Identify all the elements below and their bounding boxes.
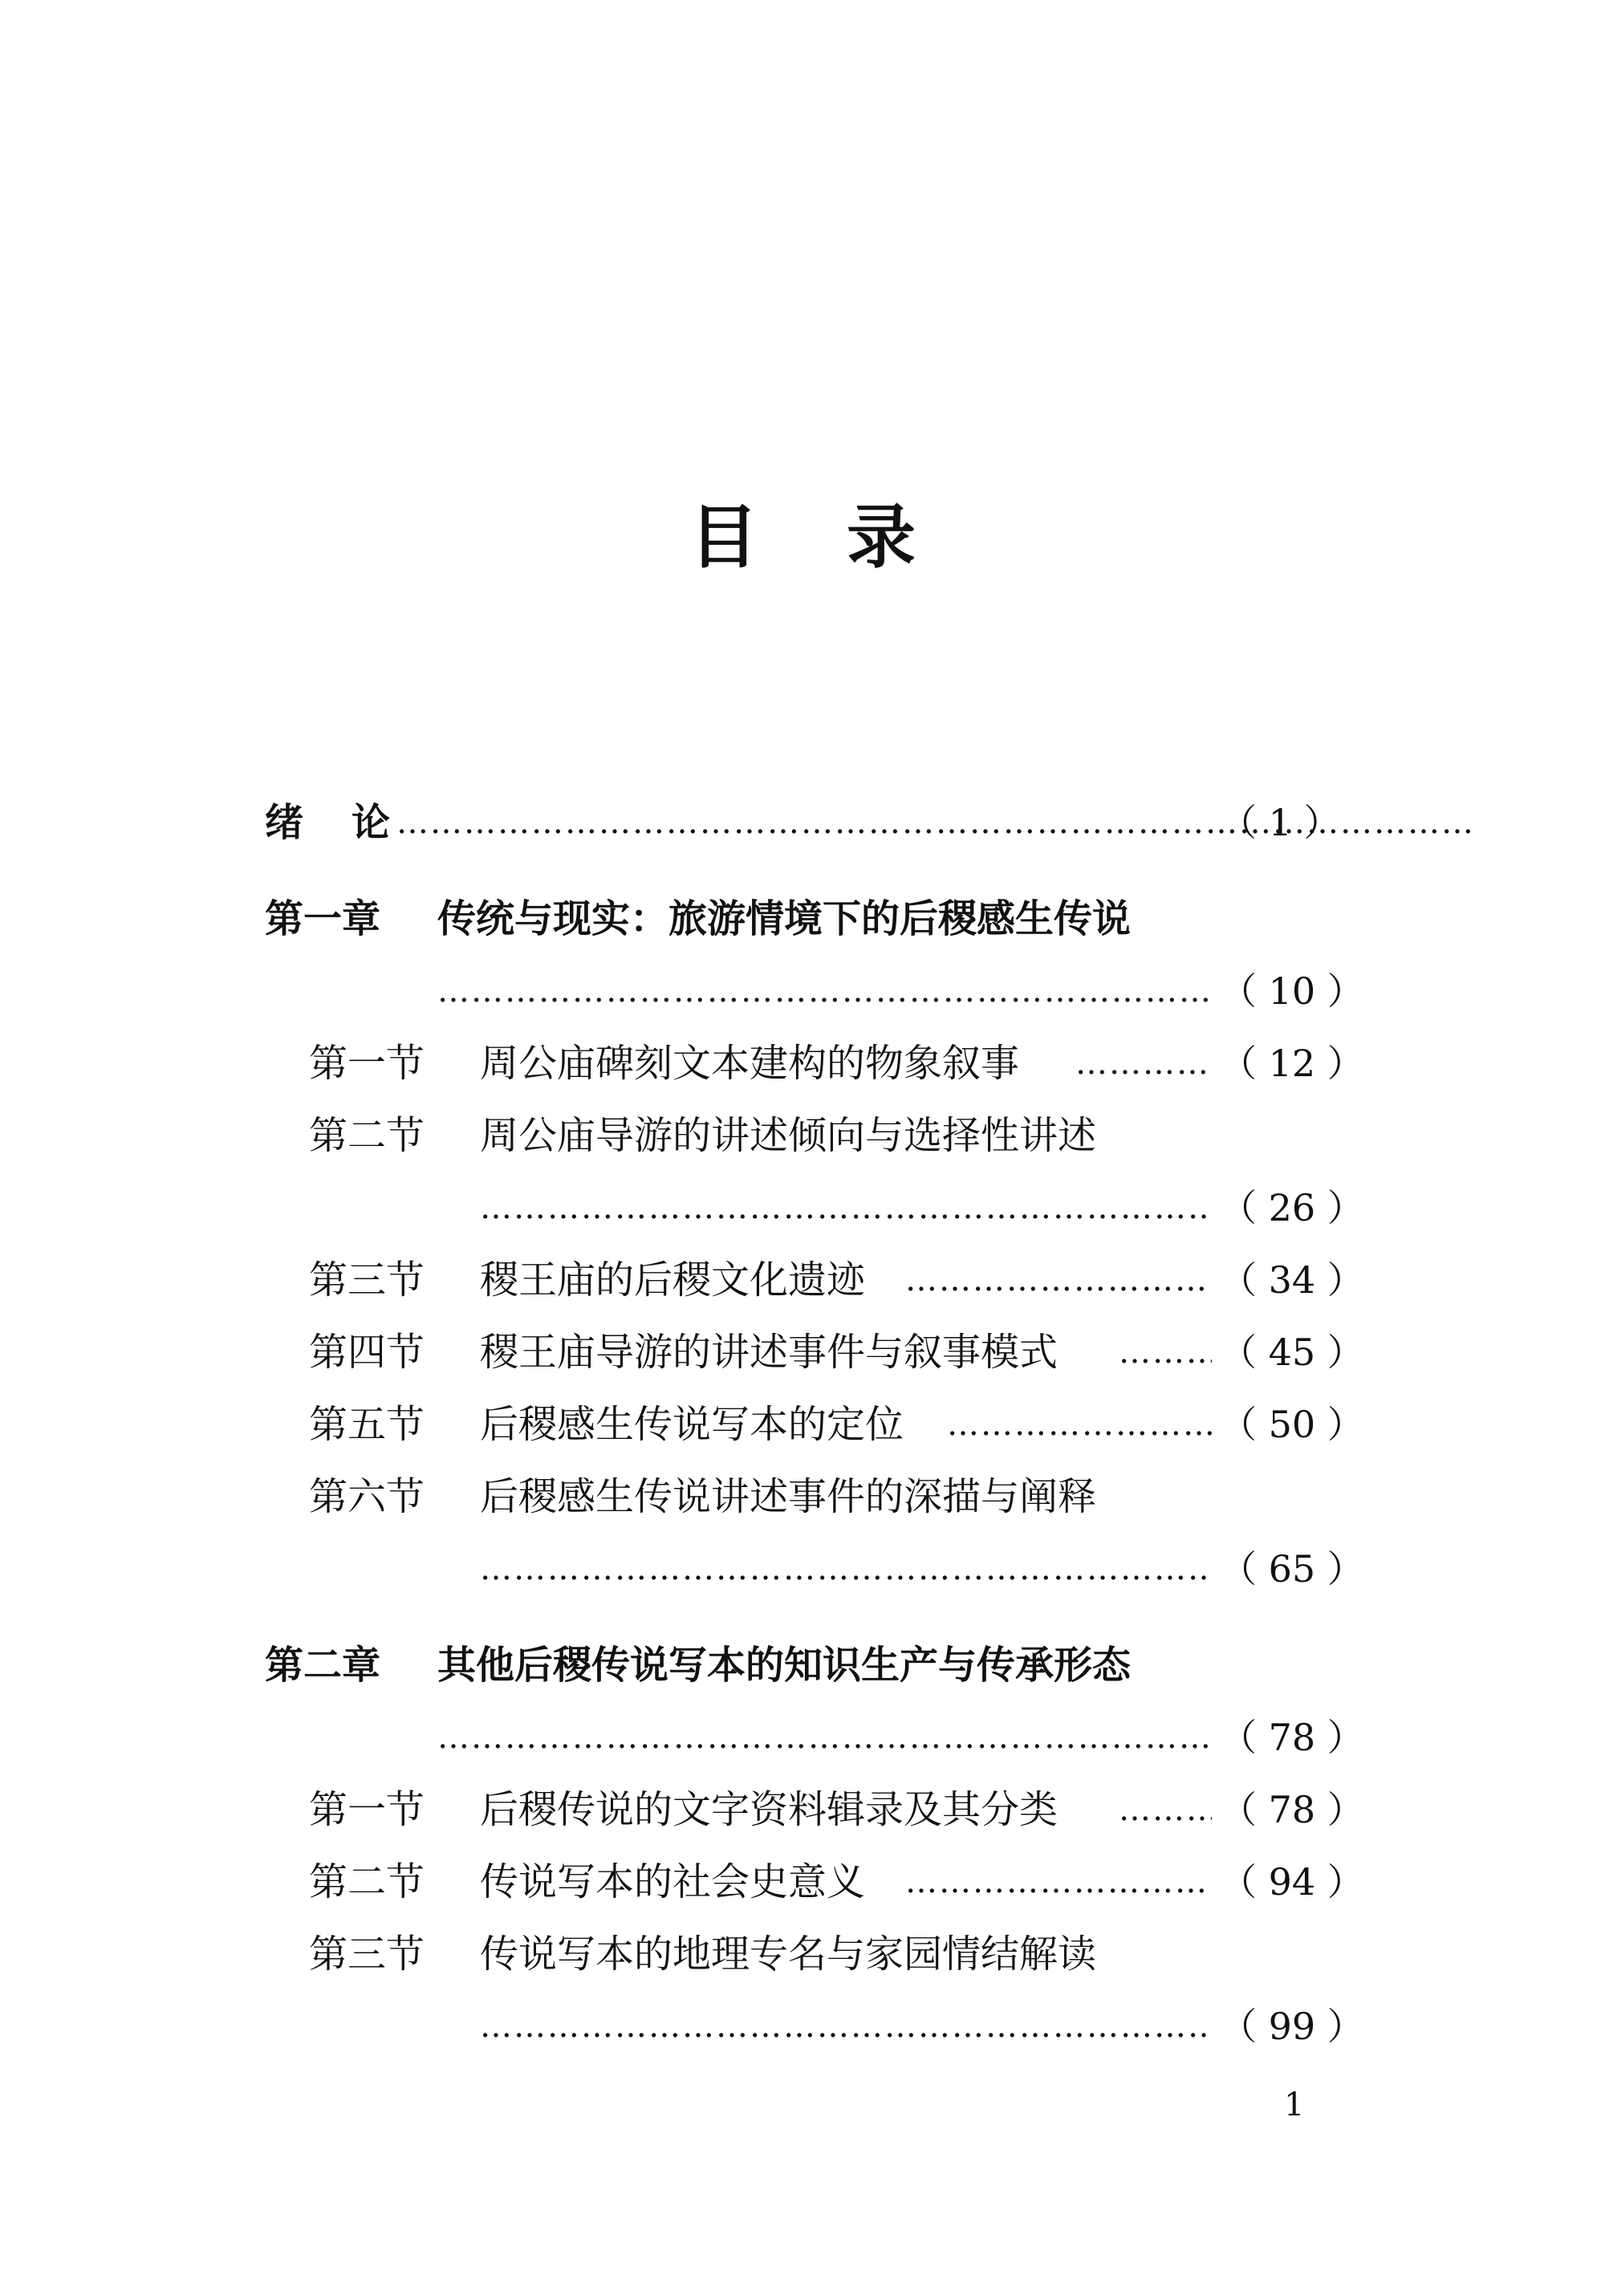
toc-ch1-sec2-page-line [0,1176,1364,1240]
toc-ch1-title: 传统与现实：旅游情境下的后稷感生传说 [437,896,1132,941]
toc-ch1-sec1-page: （ 12 ） [1220,1042,1364,1085]
toc-ch2-page-line [0,1705,1364,1770]
toc-intro-page: （ 1 ） [1220,801,1341,844]
toc-ch2-sec2-title: 传说写本的社会史意义 [480,1859,866,1904]
toc-ch1-sec1-leader [1075,1031,1212,1095]
toc-intro-label-2: 论 [351,800,391,845]
toc-ch1-sec6-page: （ 65 ） [1220,1547,1364,1591]
toc-ch1-sec1[interactable] [0,1031,1364,1095]
toc-ch1-sec2-title: 周公庙导游的讲述倾向与选择性讲述 [480,1113,1097,1158]
toc-ch2-sec2-label: 第二节 [309,1859,425,1904]
toc-ch1-sec1-label: 第一节 [309,1041,425,1086]
toc-intro-label-1: 绪 [265,800,304,845]
toc-ch2-page: （ 78 ） [1220,1716,1364,1759]
toc-ch1-sec6-title: 后稷感生传说讲述事件的深描与阐释 [480,1474,1097,1519]
toc-ch2-sec3-label: 第三节 [309,1932,425,1977]
toc-ch1-sec4-title: 稷王庙导游的讲述事件与叙事模式 [480,1330,1058,1375]
toc-ch1-sec6[interactable] [0,1465,1364,1529]
toc-ch1-sec5-label: 第五节 [309,1402,425,1447]
toc-ch1-sec2[interactable] [0,1103,1364,1168]
toc-ch2-sec1-page: （ 78 ） [1220,1788,1364,1831]
toc-ch1-sec6-page-line [0,1537,1364,1601]
toc-ch2-sec3-page: （ 99 ） [1220,2005,1364,2048]
toc-ch2-sec3[interactable] [0,1922,1364,1986]
toc-ch1-sec3-title: 稷王庙的后稷文化遗迹 [480,1258,866,1302]
toc-ch1-sec4[interactable] [0,1320,1364,1384]
toc-ch1-sec3-label: 第三节 [309,1258,425,1302]
toc-ch1-sec6-label: 第六节 [309,1474,425,1519]
toc-ch1-sec2-leader [480,1176,1212,1240]
toc-ch1-sec4-leader [1119,1320,1212,1384]
toc-ch1-sec5-leader [947,1392,1212,1457]
toc-ch1-page: （ 10 ） [1220,969,1364,1013]
toc-ch1-label: 第一章 [265,896,381,941]
toc-ch1-sec2-page: （ 26 ） [1220,1186,1364,1229]
toc-ch1-sec5-page: （ 50 ） [1220,1403,1364,1446]
toc-ch2-sec1-leader [1119,1778,1212,1842]
toc-ch2-sec3-title: 传说写本的地理专名与家园情结解读 [480,1932,1097,1977]
toc-ch2-title: 其他后稷传说写本的知识生产与传承形态 [437,1643,1132,1688]
toc-entry-ch1[interactable] [265,887,1340,951]
page-title-char-1: 目 [689,498,758,578]
toc-ch1-sec5[interactable] [0,1392,1364,1457]
toc-ch1-sec2-label: 第二节 [309,1113,425,1158]
toc-ch2-sec1-title: 后稷传说的文字资料辑录及其分类 [480,1787,1058,1832]
toc-ch2-sec2-leader [905,1850,1212,1914]
toc-ch2-sec2-page: （ 94 ） [1220,1860,1364,1904]
toc-ch1-page-line [0,959,1364,1023]
toc-ch1-leader [437,959,1212,1023]
toc-ch2-sec2[interactable] [0,1850,1364,1914]
toc-ch1-sec3-leader [905,1248,1212,1312]
toc-ch1-sec6-leader [480,1537,1212,1601]
toc-ch1-sec4-page: （ 45 ） [1220,1331,1364,1374]
toc-ch2-sec1-label: 第一节 [309,1787,425,1832]
toc-ch1-sec4-label: 第四节 [309,1330,425,1375]
toc-ch1-sec5-title: 后稷感生传说写本的定位 [480,1402,904,1447]
page-title-char-2: 录 [847,498,916,578]
toc-ch2-label: 第二章 [265,1643,381,1688]
toc-ch2-leader [437,1705,1212,1770]
toc-ch2-sec1[interactable] [0,1778,1364,1842]
page-number: 1 [1284,2087,1305,2123]
toc-entry-ch2[interactable] [265,1633,1340,1697]
toc-ch1-sec1-title: 周公庙碑刻文本建构的物象叙事 [480,1041,1020,1086]
toc-ch2-sec3-leader [480,1994,1212,2058]
toc-ch1-sec3-page: （ 34 ） [1220,1258,1364,1302]
page-title [0,482,1605,594]
toc-ch1-sec3[interactable] [0,1248,1364,1312]
toc-intro-page-wrap [0,790,1364,855]
toc-ch2-sec3-page-line [0,1994,1364,2058]
